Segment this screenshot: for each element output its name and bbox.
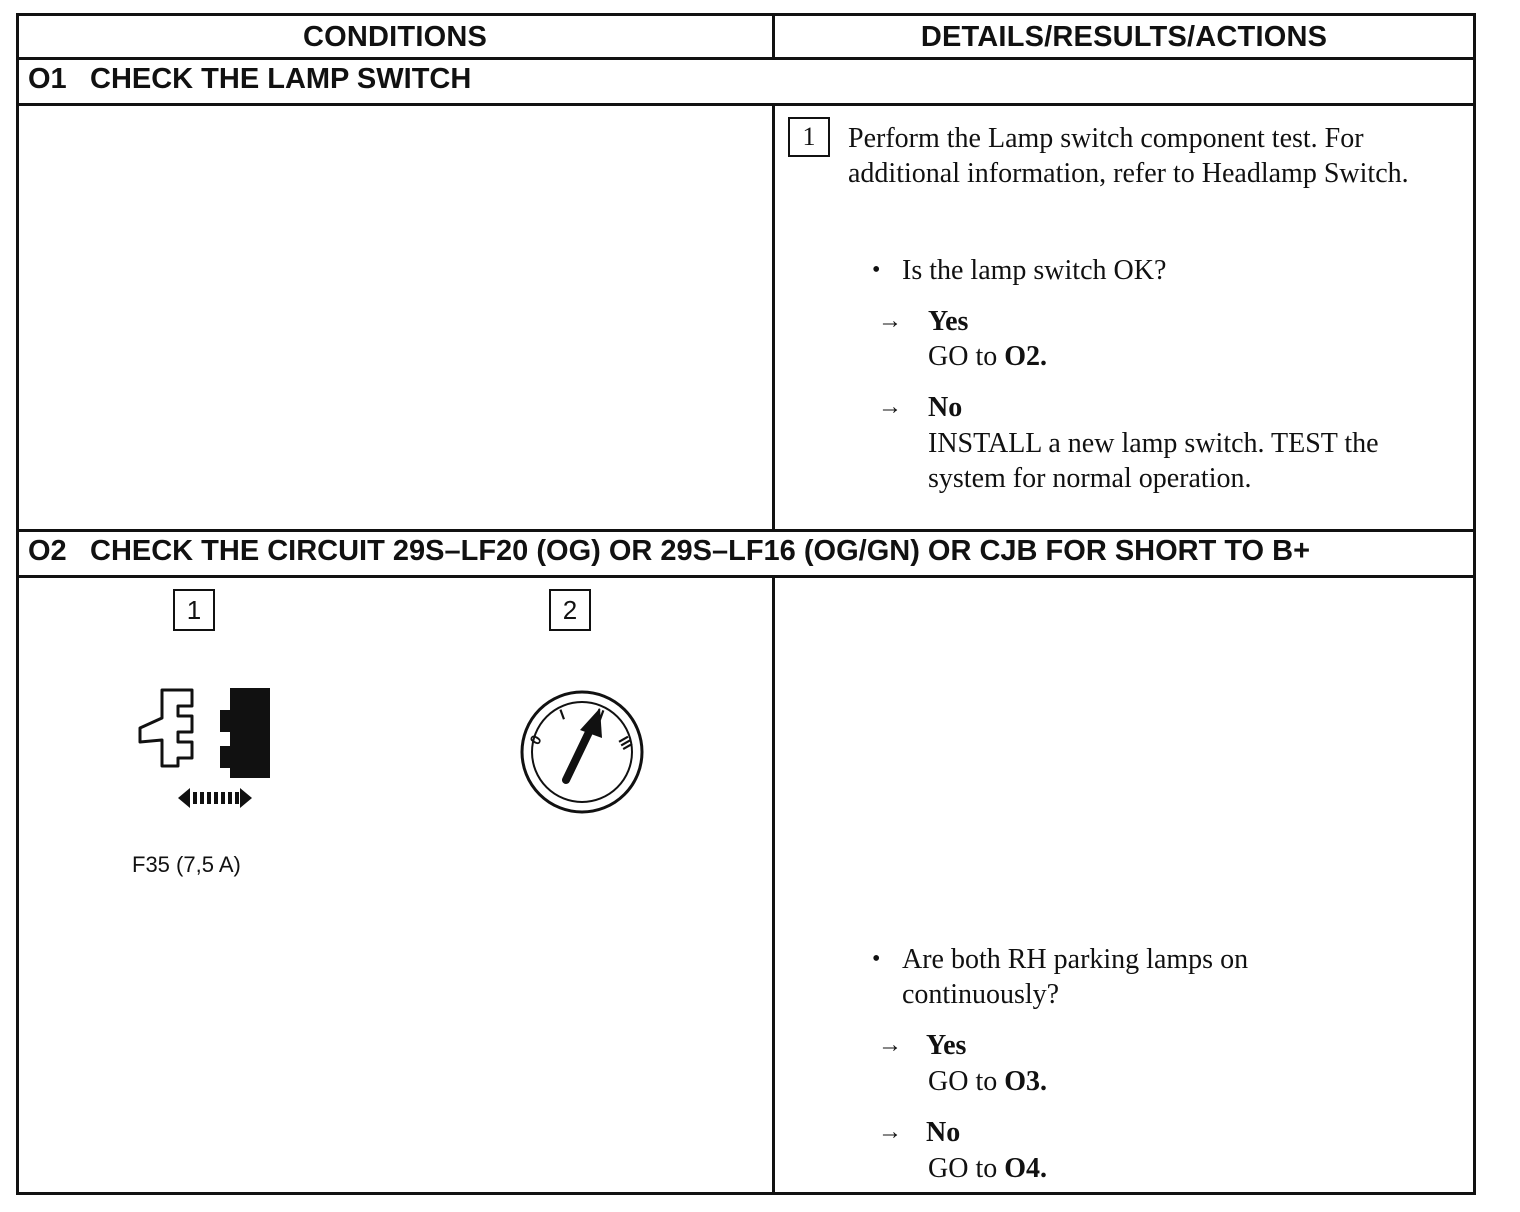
o1-no-label: No [928,392,963,423]
right-arrow-icon: → [878,1119,902,1145]
o2-no-action-prefix: GO to [928,1153,1005,1184]
o1-no-action-line1: INSTALL a new lamp switch. TEST the [928,428,1379,459]
o1-title-divider [16,103,1476,106]
o1-section-title [28,58,471,100]
figure1-number-box: 1 [173,589,215,631]
o2-yes-label: Yes [926,1030,967,1061]
o1-yes-action-prefix: GO to [928,341,1005,372]
o1-column-divider [772,103,775,531]
bullet-icon: • [872,946,881,972]
o1-step-text-line2: additional information, refer to Headlamp Switch. [848,158,1409,189]
o2-yes-action-prefix: GO to [928,1066,1005,1097]
o1-step-text [848,121,1409,191]
bullet-icon: • [872,257,881,283]
position-I-label: I [557,706,568,724]
o1-question [872,253,1166,288]
details-header: DETAILS/RESULTS/ACTIONS [920,21,1328,53]
conditions-header: CONDITIONS [302,21,488,53]
right-arrow-icon: → [878,308,902,334]
right-arrow-icon: → [878,394,902,420]
o2-question-line1: Are both RH parking lamps on [902,944,1249,975]
o2-no-action [928,1151,1047,1186]
o1-section-number: O1 [28,63,67,95]
o2-question [872,942,1248,1012]
o1-yes-action-target: O2. [1004,341,1048,372]
right-arrow-icon: → [878,1032,902,1058]
o2-section-heading: CHECK THE CIRCUIT 29S–LF20 (OG) OR 29S–LF16 (OG/GN) OR CJB FOR SHORT TO B+ [90,535,1311,567]
o2-no-label: No [926,1117,961,1148]
o2-no-action-target: O4. [1004,1153,1048,1184]
figure2-number-box: 2 [549,589,591,631]
o1-question-text: Is the lamp switch OK? [902,255,1167,286]
o2-section-number: O2 [28,535,67,567]
position-III-label: III [614,733,636,753]
o2-question-line2: continuously? [902,979,1060,1010]
o1-section-heading: CHECK THE LAMP SWITCH [90,63,472,95]
o2-yes-action-target: O3. [1004,1066,1048,1097]
o1-step-number-box: 1 [788,117,830,157]
fuse-removal-icon [130,680,280,815]
fuse-label: F35 (7,5 A) [132,852,241,877]
ignition-switch-icon [518,688,646,816]
o1-step-text-line1: Perform the Lamp switch component test. For [848,123,1364,154]
o2-title-divider [16,575,1476,578]
o2-column-divider [772,575,775,1195]
o1-yes-label: Yes [928,306,969,337]
position-0-label: 0 [526,732,546,748]
o1-yes-action [928,339,1047,374]
o1-no-action [928,426,1379,496]
o2-section-title [28,530,1310,572]
o1-no-action-line2: system for normal operation. [928,463,1252,494]
o2-yes-action [928,1064,1047,1099]
